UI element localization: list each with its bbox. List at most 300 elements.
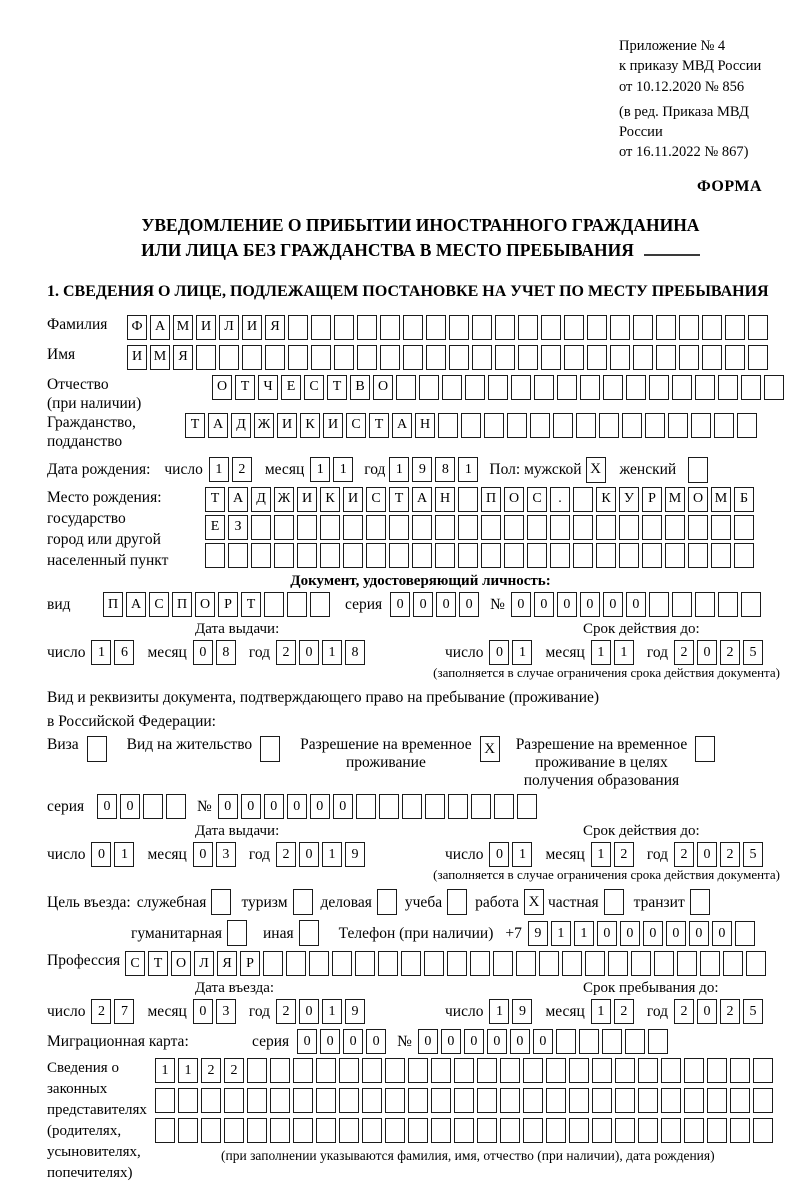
form-cell xyxy=(648,1029,668,1054)
form-cell: 2 xyxy=(720,842,740,867)
form-cell xyxy=(431,1058,451,1083)
form-cell: 0 xyxy=(697,640,717,665)
form-cell: А xyxy=(208,413,228,438)
form-cell xyxy=(472,345,492,370)
form-cell: 0 xyxy=(626,592,646,617)
form-cell xyxy=(633,315,653,340)
form-cell: 3 xyxy=(216,999,236,1024)
purpose-work: работа X xyxy=(475,889,544,915)
form-cell: 8 xyxy=(216,640,236,665)
form-cell xyxy=(274,543,294,568)
stay-until-heading: Срок пребывания до: xyxy=(583,980,719,997)
form-cell: И xyxy=(242,315,262,340)
form-cell xyxy=(396,375,416,400)
form-cell xyxy=(730,1088,750,1113)
form-cell xyxy=(672,375,692,400)
patronymic-cells xyxy=(212,375,787,400)
form-cell xyxy=(746,951,766,976)
form-cell xyxy=(592,1058,612,1083)
form-cell xyxy=(665,515,685,540)
form-cell: 7 xyxy=(114,999,134,1024)
form-cell: . xyxy=(550,487,570,512)
form-cell: А xyxy=(150,315,170,340)
annex-line: от 10.12.2020 № 856 xyxy=(619,78,745,95)
form-cell: О xyxy=(171,951,191,976)
purpose-row xyxy=(47,889,794,915)
form-cell: Л xyxy=(194,951,214,976)
form-cell xyxy=(449,315,469,340)
form-cell: Я xyxy=(217,951,237,976)
form-cell xyxy=(334,345,354,370)
form-cell: О xyxy=(688,487,708,512)
form-cell: 0 xyxy=(510,1029,530,1054)
form-cell: 0 xyxy=(287,794,307,819)
citizenship-row xyxy=(47,413,794,451)
form-cell xyxy=(389,515,409,540)
form-cell xyxy=(431,1118,451,1143)
form-cell xyxy=(435,543,455,568)
form-cell xyxy=(408,1088,428,1113)
form-cell xyxy=(734,515,754,540)
form-cell xyxy=(286,951,306,976)
profession-label: Профессия xyxy=(47,952,121,970)
form-cell: 1 xyxy=(591,999,611,1024)
year-label: год xyxy=(364,460,386,478)
section1-heading: 1. СВЕДЕНИЯ О ЛИЦЕ, ПОДЛЕЖАЩЕМ ПОСТАНОВКЕ НА УЧЕТ ПО МЕСТУ ПРЕБЫВАНИЯ xyxy=(47,282,769,300)
form-cell xyxy=(357,345,377,370)
form-cell xyxy=(619,543,639,568)
day-cells xyxy=(489,999,535,1024)
year-cells xyxy=(674,842,766,867)
form-cell xyxy=(343,515,363,540)
form-cell xyxy=(288,315,308,340)
form-cell: 0 xyxy=(241,794,261,819)
form-cell: 0 xyxy=(299,842,319,867)
form-cell: 0 xyxy=(320,1029,340,1054)
form-cell xyxy=(155,1088,175,1113)
form-cell xyxy=(735,921,755,946)
form-cell xyxy=(500,1088,520,1113)
month-cells xyxy=(591,842,637,867)
form-cell xyxy=(484,413,504,438)
form-cell: И xyxy=(343,487,363,512)
form-cell xyxy=(596,543,616,568)
month-cells xyxy=(591,999,637,1024)
sex-male-checkbox: X xyxy=(586,457,606,483)
residence-series-cells xyxy=(97,794,189,819)
doc-kind-label: вид xyxy=(47,596,71,614)
form-cell xyxy=(564,315,584,340)
option-temp-residence: Разрешение на временное проживание X xyxy=(300,736,500,772)
form-cell xyxy=(748,315,768,340)
form-cell: Т xyxy=(185,413,205,438)
form-cell: О xyxy=(504,487,524,512)
doc-number-cells xyxy=(511,592,764,617)
form-cell: 1 xyxy=(551,921,571,946)
form-cell: 2 xyxy=(276,842,296,867)
form-cell: 0 xyxy=(459,592,479,617)
month-cells xyxy=(193,999,239,1024)
purpose-row2 xyxy=(131,920,794,946)
form-cell: И xyxy=(277,413,297,438)
birth-year-cells xyxy=(389,457,481,482)
form-cell xyxy=(402,794,422,819)
form-cell xyxy=(265,345,285,370)
form-cell: 6 xyxy=(114,640,134,665)
form-cell: М xyxy=(711,487,731,512)
migration-card-row xyxy=(47,1029,794,1054)
form-cell xyxy=(385,1118,405,1143)
form-cell: О xyxy=(373,375,393,400)
form-cell: Т xyxy=(327,375,347,400)
form-cell: 2 xyxy=(614,999,634,1024)
birthplace-labels: Место рождения: государство город или другой населенный пункт xyxy=(47,488,169,569)
purpose-other: иная xyxy=(263,920,319,946)
form-cell: М xyxy=(173,315,193,340)
form-cell xyxy=(523,1088,543,1113)
representatives-block xyxy=(47,1058,794,1184)
form-cell xyxy=(426,345,446,370)
form-cell: 0 xyxy=(697,999,717,1024)
form-cell xyxy=(625,1029,645,1054)
form-cell: 2 xyxy=(674,842,694,867)
form-cell xyxy=(334,315,354,340)
form-cell xyxy=(518,345,538,370)
year-cells xyxy=(276,640,368,665)
form-cell: Б xyxy=(734,487,754,512)
form-cell xyxy=(714,413,734,438)
title-underline xyxy=(644,239,700,256)
form-cell xyxy=(380,315,400,340)
form-cell: П xyxy=(103,592,123,617)
form-cell: 1 xyxy=(322,640,342,665)
form-cell xyxy=(638,1118,658,1143)
form-cell: 1 xyxy=(155,1058,175,1083)
year-cells xyxy=(674,640,766,665)
form-cell xyxy=(516,951,536,976)
day-cells xyxy=(91,842,137,867)
form-cell xyxy=(579,1029,599,1054)
form-cell: 9 xyxy=(412,457,432,482)
identity-doc-row xyxy=(47,592,794,617)
temp-residence-checkbox: X xyxy=(480,736,500,762)
form-cell xyxy=(379,794,399,819)
form-cell: С xyxy=(527,487,547,512)
form-cell xyxy=(465,375,485,400)
entry-date: число 2 7 месяц 0 3 год 2 0 1 9 xyxy=(47,999,378,1024)
form-cell: 0 xyxy=(193,999,213,1024)
form-cell xyxy=(316,1058,336,1083)
form-title-line2: ИЛИ ЛИЦА БЕЗ ГРАЖДАНСТВА В МЕСТО ПРЕБЫВАНИЯ xyxy=(47,238,794,263)
form-cell xyxy=(438,413,458,438)
form-cell xyxy=(320,543,340,568)
form-cell xyxy=(424,951,444,976)
form-cell: 0 xyxy=(489,842,509,867)
form-cell xyxy=(661,1118,681,1143)
form-cell xyxy=(385,1088,405,1113)
number-label: № xyxy=(197,798,212,816)
form-cell xyxy=(527,543,547,568)
form-cell: П xyxy=(172,592,192,617)
firstname-label: Имя xyxy=(47,345,76,363)
form-cell xyxy=(730,1058,750,1083)
annex-note-line: от 16.11.2022 № 867) xyxy=(619,144,749,161)
form-cell xyxy=(408,1058,428,1083)
form-cell xyxy=(454,1118,474,1143)
birthplace-row2 xyxy=(205,515,757,540)
residence-doc-dates xyxy=(47,822,794,867)
phone-label: Телефон (при наличии) xyxy=(338,924,494,942)
form-cell xyxy=(638,1058,658,1083)
form-cell xyxy=(343,543,363,568)
form-cell xyxy=(251,515,271,540)
form-cell xyxy=(449,345,469,370)
form-cell xyxy=(707,1118,727,1143)
form-cell xyxy=(631,951,651,976)
form-cell xyxy=(615,1118,635,1143)
form-cell: 0 xyxy=(97,794,117,819)
form-cell: С xyxy=(304,375,324,400)
form-cell: 2 xyxy=(614,842,634,867)
form-cell: 0 xyxy=(299,640,319,665)
form-cell: 1 xyxy=(614,640,634,665)
form-cell: 0 xyxy=(264,794,284,819)
form-cell xyxy=(356,794,376,819)
form-cell xyxy=(665,543,685,568)
form-cell xyxy=(569,1118,589,1143)
form-cell: Е xyxy=(205,515,225,540)
day-cells xyxy=(489,842,535,867)
form-cell: 1 xyxy=(591,640,611,665)
birthplace-block xyxy=(47,487,794,571)
form-cell xyxy=(242,345,262,370)
humanitarian-checkbox xyxy=(227,920,247,946)
form-cell: Т xyxy=(148,951,168,976)
series-label: серия xyxy=(47,798,85,816)
form-cell xyxy=(401,951,421,976)
form-cell xyxy=(495,315,515,340)
migration-card-label: Миграционная карта: xyxy=(47,1032,189,1050)
form-cell xyxy=(426,315,446,340)
issue-date-heading: Дата выдачи: xyxy=(195,823,280,840)
form-cell: 1 xyxy=(512,842,532,867)
migration-number-cells xyxy=(418,1029,671,1054)
form-cell: 0 xyxy=(666,921,686,946)
form-cell xyxy=(196,345,216,370)
form-cell: 2 xyxy=(720,999,740,1024)
form-cell xyxy=(288,345,308,370)
form-cell xyxy=(626,375,646,400)
form-cell: П xyxy=(481,487,501,512)
form-cell xyxy=(656,345,676,370)
form-cell xyxy=(553,413,573,438)
form-cell: 2 xyxy=(201,1058,221,1083)
form-cell xyxy=(247,1118,267,1143)
form-cell xyxy=(677,951,697,976)
form-cell xyxy=(599,413,619,438)
form-cell xyxy=(481,543,501,568)
work-checkbox: X xyxy=(524,889,544,915)
form-cell xyxy=(679,315,699,340)
restriction-note: (заполняется в случае ограничения срока действия документа) xyxy=(433,665,780,681)
entry-dates xyxy=(47,979,794,1024)
form-cell: 0 xyxy=(511,592,531,617)
form-cell xyxy=(707,1058,727,1083)
surname-cells xyxy=(127,315,771,340)
form-cell xyxy=(454,1058,474,1083)
form-cell: Т xyxy=(389,487,409,512)
annex-block xyxy=(619,36,794,163)
purpose-transit: транзит xyxy=(634,889,710,915)
form-cell xyxy=(523,1118,543,1143)
form-cell: 0 xyxy=(487,1029,507,1054)
profession-row xyxy=(47,951,794,976)
valid-until-heading: Срок действия до: xyxy=(583,823,700,840)
surname-label: Фамилия xyxy=(47,315,108,333)
form-cell xyxy=(442,375,462,400)
birthdate-label: Дата рождения: xyxy=(47,460,151,478)
form-cell xyxy=(695,375,715,400)
form-cell xyxy=(587,345,607,370)
form-cell xyxy=(447,951,467,976)
form-cell xyxy=(263,951,283,976)
form-cell: 2 xyxy=(276,640,296,665)
form-body xyxy=(47,315,794,1184)
form-cell xyxy=(380,345,400,370)
form-cell xyxy=(458,543,478,568)
form-cell: А xyxy=(412,487,432,512)
form-cell xyxy=(737,413,757,438)
form-cell: О xyxy=(212,375,232,400)
form-cell xyxy=(493,951,513,976)
form-cell xyxy=(702,345,722,370)
other-checkbox xyxy=(299,920,319,946)
annex-line: Приложение № 4 xyxy=(619,38,726,54)
form-cell xyxy=(362,1058,382,1083)
form-cell xyxy=(297,515,317,540)
restriction-note: (заполняется в случае ограничения срока действия документа) xyxy=(433,867,780,883)
form-cell: А xyxy=(392,413,412,438)
form-cell xyxy=(546,1058,566,1083)
year-cells xyxy=(276,842,368,867)
form-cell xyxy=(517,794,537,819)
form-cell xyxy=(753,1118,773,1143)
form-cell: 5 xyxy=(743,640,763,665)
representatives-row3 xyxy=(155,1118,776,1143)
form-cell: Ж xyxy=(254,413,274,438)
representatives-row1 xyxy=(155,1058,776,1083)
form-cell xyxy=(610,315,630,340)
form-cell xyxy=(541,315,561,340)
representatives-labels: Сведения о законных представителях (родителях, усыновителях, попечителях) xyxy=(47,1060,147,1182)
form-cell xyxy=(587,315,607,340)
form-cell xyxy=(247,1088,267,1113)
form-cell xyxy=(477,1118,497,1143)
form-cell xyxy=(412,515,432,540)
series-label: серия xyxy=(345,596,383,614)
form-cell: Ф xyxy=(127,315,147,340)
form-cell xyxy=(688,515,708,540)
annex-edit-note xyxy=(619,102,794,163)
residence-doc-series-row xyxy=(47,794,794,819)
form-cell xyxy=(320,515,340,540)
residence-doc-options xyxy=(47,736,794,790)
form-cell xyxy=(684,1058,704,1083)
form-cell xyxy=(385,1058,405,1083)
form-cell xyxy=(408,1118,428,1143)
form-cell: 1 xyxy=(310,457,330,482)
form-cell: 0 xyxy=(120,794,140,819)
form-cell: И xyxy=(297,487,317,512)
form-cell: 1 xyxy=(322,999,342,1024)
form-cell xyxy=(596,515,616,540)
form-cell xyxy=(656,315,676,340)
form-cell: Р xyxy=(240,951,260,976)
form-cell xyxy=(573,487,593,512)
option-temp-residence-education: Разрешение на временное проживание в целях получения образования xyxy=(516,736,716,790)
form-cell: 0 xyxy=(299,999,319,1024)
form-cell: 8 xyxy=(345,640,365,665)
citizenship-cells xyxy=(185,413,760,438)
stay-until-date: число 1 9 месяц 1 2 год 2 0 2 5 xyxy=(445,999,776,1024)
form-cell: 2 xyxy=(674,640,694,665)
form-cell: И xyxy=(127,345,147,370)
year-cells xyxy=(674,999,766,1024)
form-cell: 0 xyxy=(580,592,600,617)
residence-issue-date: число 0 1 месяц 0 3 год 2 0 1 9 xyxy=(47,842,378,867)
form-cell xyxy=(615,1088,635,1113)
form-cell xyxy=(539,951,559,976)
form-cell: К xyxy=(596,487,616,512)
form-cell: 1 xyxy=(389,457,409,482)
annex-note-line: (в ред. Приказа МВД России xyxy=(619,103,749,141)
form-cell: 8 xyxy=(435,457,455,482)
form-cell xyxy=(684,1118,704,1143)
form-cell xyxy=(448,794,468,819)
form-cell: 0 xyxy=(366,1029,386,1054)
form-cell xyxy=(143,794,163,819)
form-cell xyxy=(201,1118,221,1143)
surname-row xyxy=(47,315,794,340)
form-cell xyxy=(718,375,738,400)
form-cell xyxy=(718,592,738,617)
form-cell xyxy=(527,515,547,540)
form-cell xyxy=(688,543,708,568)
form-cell xyxy=(642,515,662,540)
form-cell: 2 xyxy=(232,457,252,482)
form-cell xyxy=(178,1118,198,1143)
form-cell: 3 xyxy=(216,842,236,867)
form-cell: 0 xyxy=(643,921,663,946)
form-cell xyxy=(412,543,432,568)
form-cell: 9 xyxy=(345,842,365,867)
form-cell xyxy=(534,375,554,400)
month-cells xyxy=(193,640,239,665)
form-cell xyxy=(661,1058,681,1083)
form-cell xyxy=(504,515,524,540)
form-cell xyxy=(649,592,669,617)
form-cell xyxy=(481,515,501,540)
sex-female-checkbox xyxy=(688,457,708,483)
form-cell: 0 xyxy=(689,921,709,946)
form-cell xyxy=(470,951,490,976)
form-cell: 0 xyxy=(418,1029,438,1054)
purpose-study: учеба xyxy=(405,889,467,915)
form-cell xyxy=(297,543,317,568)
form-cell: 0 xyxy=(697,842,717,867)
form-cell xyxy=(205,543,225,568)
doc-series-cells xyxy=(390,592,482,617)
